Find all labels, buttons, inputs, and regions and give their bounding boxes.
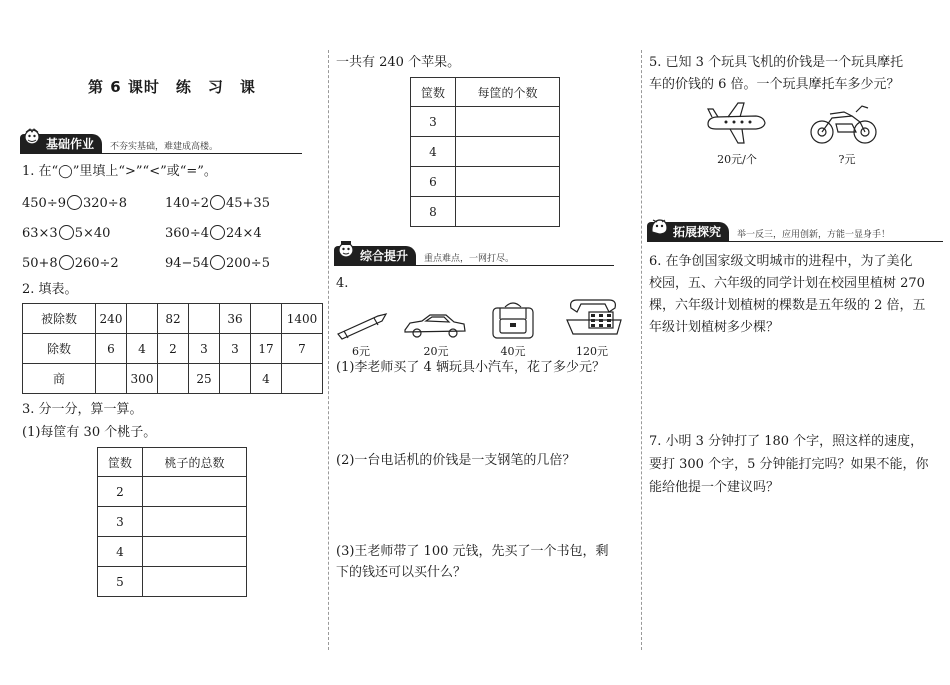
section-banner-basic bbox=[20, 132, 302, 154]
banner-slogan: 不夯实基础，难建成高楼。 bbox=[110, 142, 219, 152]
answer-cell[interactable] bbox=[143, 507, 247, 537]
comparison-row bbox=[22, 225, 110, 242]
table-cell[interactable] bbox=[220, 364, 251, 394]
mascot-icon bbox=[22, 128, 42, 150]
toy-motorcycle-icon bbox=[808, 102, 880, 146]
expression: 24×4 bbox=[225, 226, 262, 241]
answer-circle[interactable] bbox=[210, 225, 225, 240]
banner-slogan: 举一反三，应用创新，方能一显身手！ bbox=[737, 230, 891, 240]
question-1-prompt: 1. 在“◯”里填上“>”“<”或“=”。 bbox=[22, 164, 217, 179]
mascot-icon bbox=[649, 216, 669, 238]
table-cell[interactable]: 7 bbox=[282, 334, 323, 364]
answer-circle[interactable] bbox=[67, 195, 82, 210]
expression: 140÷2 bbox=[165, 196, 209, 211]
mascot-icon bbox=[336, 240, 356, 262]
comparison-row bbox=[165, 195, 270, 212]
answer-circle[interactable] bbox=[210, 255, 225, 270]
question-4-sub1: (1)李老师买了 4 辆玩具小汽车，花了多少元？ bbox=[336, 360, 605, 375]
table-cell: 5 bbox=[98, 567, 143, 597]
comparison-row bbox=[165, 225, 262, 242]
expression: 50+8 bbox=[22, 256, 58, 271]
answer-cell[interactable] bbox=[456, 137, 560, 167]
table-cell: 6 bbox=[411, 167, 456, 197]
toy-car-icon bbox=[402, 312, 468, 340]
division-table bbox=[22, 303, 323, 394]
table-cell: 4 bbox=[411, 137, 456, 167]
expression: 260÷2 bbox=[74, 256, 119, 271]
section-banner-extension bbox=[647, 220, 943, 242]
plane-price-label: 20元/个 bbox=[717, 153, 757, 166]
price-label: 120元 bbox=[576, 345, 608, 358]
table-cell[interactable] bbox=[158, 364, 189, 394]
question-4-sub3-line1: (3)王老师带了 100 元钱，先买了一个书包，剩 bbox=[336, 544, 609, 559]
comparison-row bbox=[165, 255, 270, 272]
answer-circle[interactable] bbox=[59, 225, 74, 240]
table-cell[interactable]: 36 bbox=[220, 304, 251, 334]
table-cell: 8 bbox=[411, 197, 456, 227]
row-header: 商 bbox=[23, 364, 96, 394]
table-cell[interactable]: 4 bbox=[251, 364, 282, 394]
table-cell: 3 bbox=[98, 507, 143, 537]
question-2-prompt: 2. 填表。 bbox=[22, 282, 78, 297]
question-6-line2: 校园，五、六年级的同学计划在校园里植树 270 bbox=[649, 276, 925, 291]
banner-label: 基础作业 bbox=[46, 137, 95, 151]
answer-cell[interactable] bbox=[143, 477, 247, 507]
table-cell[interactable] bbox=[96, 364, 127, 394]
table-cell[interactable]: 3 bbox=[189, 334, 220, 364]
toy-plane-icon bbox=[704, 100, 768, 146]
answer-cell[interactable] bbox=[143, 567, 247, 597]
table-cell[interactable] bbox=[189, 304, 220, 334]
answer-cell[interactable] bbox=[143, 537, 247, 567]
table-cell[interactable] bbox=[282, 364, 323, 394]
section-banner-comprehensive bbox=[334, 244, 614, 266]
table-cell: 4 bbox=[98, 537, 143, 567]
table-cell[interactable]: 300 bbox=[127, 364, 158, 394]
column-header: 筐数 bbox=[98, 448, 143, 477]
banner-label: 拓展探究 bbox=[673, 225, 722, 239]
row-header: 除数 bbox=[23, 334, 96, 364]
banner-label: 综合提升 bbox=[360, 249, 409, 263]
table-cell[interactable]: 6 bbox=[96, 334, 127, 364]
question-3-prompt: 3. 分一分，算一算。 bbox=[22, 402, 143, 417]
expression: 94−54 bbox=[165, 256, 209, 271]
row-header: 被除数 bbox=[23, 304, 96, 334]
question-4-sub3-line2: 下的钱还可以买什么？ bbox=[336, 565, 467, 580]
table-cell[interactable]: 4 bbox=[127, 334, 158, 364]
table-cell[interactable]: 17 bbox=[251, 334, 282, 364]
comparison-row bbox=[22, 195, 127, 212]
apple-table bbox=[410, 77, 560, 227]
table-cell[interactable]: 1400 bbox=[282, 304, 323, 334]
expression: 45+35 bbox=[225, 196, 270, 211]
price-label: 20元 bbox=[423, 345, 449, 358]
question-6-line4: 年级计划植树多少棵？ bbox=[649, 320, 780, 335]
school-bag-icon bbox=[488, 299, 538, 341]
table-cell[interactable] bbox=[127, 304, 158, 334]
banner-slogan: 重点难点，一网打尽。 bbox=[424, 254, 515, 264]
answer-cell[interactable] bbox=[456, 107, 560, 137]
question-7-line1: 7. 小明 3 分钟打了 180 个字，照这样的速度， bbox=[649, 434, 924, 449]
question-3-part2-prompt: 一共有 240 个苹果。 bbox=[336, 55, 461, 70]
answer-cell[interactable] bbox=[456, 197, 560, 227]
table-cell[interactable]: 25 bbox=[189, 364, 220, 394]
table-cell[interactable]: 3 bbox=[220, 334, 251, 364]
answer-cell[interactable] bbox=[456, 167, 560, 197]
expression: 450÷9 bbox=[22, 196, 66, 211]
question-5-line2: 车的价钱的 6 倍。一个玩具摩托车多少元？ bbox=[649, 77, 900, 92]
expression: 360÷4 bbox=[165, 226, 209, 241]
question-7-line3: 能给他提一个建议吗？ bbox=[649, 480, 780, 495]
answer-circle[interactable] bbox=[210, 195, 225, 210]
question-6-line1: 6. 在争创国家级文明城市的进程中，为了美化 bbox=[649, 254, 913, 269]
column-header: 每筐的个数 bbox=[456, 78, 560, 107]
table-cell: 3 bbox=[411, 107, 456, 137]
table-cell: 2 bbox=[98, 477, 143, 507]
price-label: 6元 bbox=[352, 345, 370, 358]
motorcycle-price-label: ?元 bbox=[838, 153, 856, 166]
question-4-number: 4. bbox=[336, 276, 349, 291]
question-7-line2: 要打 300 个字，5 分钟能打完吗？如果不能，你 bbox=[649, 457, 929, 472]
column-divider-right bbox=[641, 50, 642, 650]
expression: 63×3 bbox=[22, 226, 58, 241]
column-header: 桃子的总数 bbox=[143, 448, 247, 477]
pen-icon bbox=[334, 310, 390, 340]
question-3-part1-prompt: (1)每筐有 30 个桃子。 bbox=[22, 425, 157, 440]
expression: 320÷8 bbox=[82, 196, 127, 211]
table-cell[interactable]: 240 bbox=[96, 304, 127, 334]
table-cell[interactable]: 2 bbox=[158, 334, 189, 364]
expression: 200÷5 bbox=[225, 256, 270, 271]
expression: 5×40 bbox=[74, 226, 111, 241]
page-title: 第 6 课时 练 习 课 bbox=[88, 78, 256, 96]
question-5-line1: 5. 已知 3 个玩具飞机的价钱是一个玩具摩托 bbox=[649, 55, 904, 70]
comparison-row bbox=[22, 255, 119, 272]
answer-circle[interactable] bbox=[59, 255, 74, 270]
telephone-icon bbox=[563, 294, 623, 340]
column-header: 筐数 bbox=[411, 78, 456, 107]
peach-table bbox=[97, 447, 247, 597]
question-6-line3: 棵，六年级计划植树的棵数是五年级的 2 倍，五 bbox=[649, 298, 926, 313]
question-4-sub2: (2)一台电话机的价钱是一支钢笔的几倍？ bbox=[336, 453, 576, 468]
table-cell[interactable]: 82 bbox=[158, 304, 189, 334]
table-cell[interactable] bbox=[251, 304, 282, 334]
price-label: 40元 bbox=[500, 345, 526, 358]
column-divider-left bbox=[328, 50, 329, 650]
